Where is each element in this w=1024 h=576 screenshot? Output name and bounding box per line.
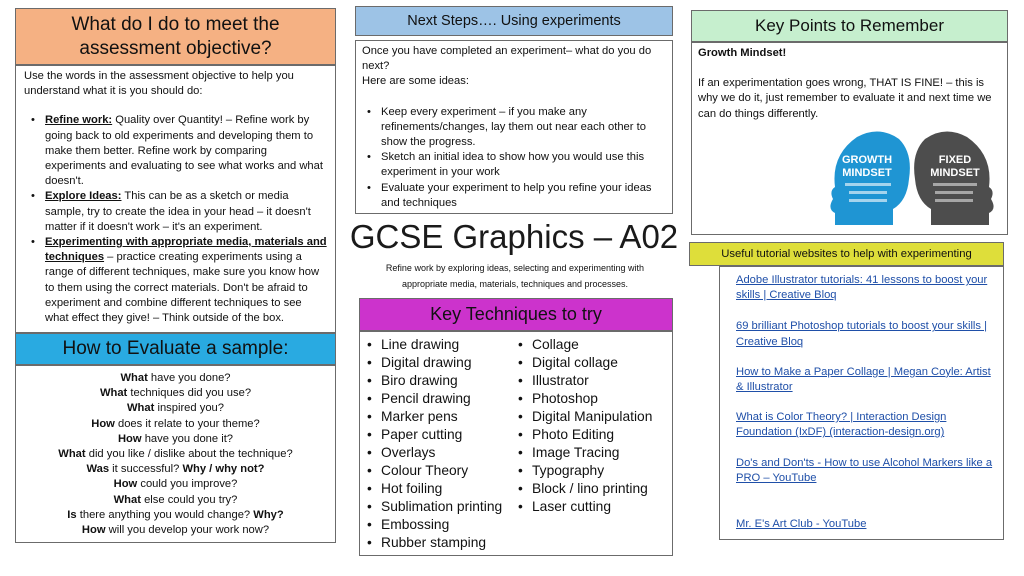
next-step-item: • Sketch an initial idea to show how you would use this experiment in your work	[366, 150, 666, 180]
assessment-text: – practice creating experiments using a range of different techniques, make sure you know how to them using the correct materials. Don't be afraid to experiment and combine different techniques to see what effect they give! – Think outside of the box.	[45, 251, 320, 325]
next-step-item: • Evaluate your experiment to help you refine your ideas and techniques	[366, 181, 666, 211]
key-points-title: Key Points to Remember	[755, 16, 944, 35]
next-steps-intro-2: Here are some ideas:	[362, 75, 469, 88]
evaluate-text: inspired you?	[154, 402, 224, 415]
tutorial-link[interactable]: Mr. E's Art Club - YouTube	[736, 518, 867, 531]
evaluate-text: else could you try?	[140, 493, 238, 506]
assessment-panel	[15, 65, 336, 333]
evaluate-keyword: What	[120, 372, 148, 384]
evaluate-question	[22, 523, 329, 538]
assessment-term: Experimenting with appropriate media, materials and techniques	[45, 236, 327, 264]
next-steps-list	[362, 105, 666, 211]
technique-item: • Illustrator	[517, 372, 672, 390]
assessment-text: This can be as a sketch or media sample, try to create the idea in your head – it doesn't matter if it doesn't work – it's an experiment.	[45, 190, 311, 233]
assessment-text: Quality over Quantity! – Refine work by going back to old experiments and developing them to make them better. Refine work by comparing experiments and evaluating to see what works and what doesn't.	[45, 114, 323, 188]
evaluate-question	[22, 371, 329, 386]
evaluate-text: have you done it?	[141, 432, 234, 445]
key-points-text: If an experimentation goes wrong, THAT IS FINE! – this is why we do it, just remember to evaluate it and next time we can do things differently.	[698, 77, 992, 120]
techniques-title: Key Techniques to try	[430, 304, 602, 324]
next-steps-header	[355, 6, 673, 36]
evaluate-keyword: Why / why not?	[182, 463, 265, 476]
assessment-item	[30, 189, 327, 235]
fixed-label-1: FIXED	[938, 154, 972, 166]
technique-item: • Colour Theory	[366, 462, 516, 480]
evaluate-question	[22, 417, 329, 432]
technique-item: • Pencil drawing	[366, 390, 516, 408]
technique-item: • Paper cutting	[366, 426, 516, 444]
technique-item: • Block / lino printing	[517, 480, 672, 498]
technique-item: • Sublimation printing	[366, 498, 516, 516]
evaluate-text: there anything you would change?	[76, 508, 254, 521]
evaluate-keyword: How	[117, 432, 142, 445]
tutorial-link[interactable]: What is Color Theory? | Interaction Design Foundation (IxDF) (interaction-design.org)	[736, 411, 947, 439]
evaluate-keyword: Was	[86, 463, 110, 476]
evaluate-question	[22, 432, 329, 447]
tutorials-panel	[719, 266, 1004, 540]
evaluate-keyword: What	[113, 493, 141, 506]
technique-item: • Photo Editing	[517, 426, 672, 444]
growth-label-2: MINDSET	[842, 167, 892, 179]
technique-item: • Image Tracing	[517, 444, 672, 462]
tutorials-header	[689, 242, 1004, 266]
evaluate-question	[22, 401, 329, 416]
growth-label-1: GROWTH	[841, 154, 893, 166]
next-steps-intro: Once you have completed an experiment– what do you do next?	[362, 45, 652, 73]
assessment-list	[24, 113, 327, 326]
tutorial-link[interactable]: 69 brilliant Photoshop tutorials to boost your skills | Creative Bloq	[736, 320, 988, 348]
evaluate-keyword: How	[113, 478, 138, 491]
technique-item: • Photoshop	[517, 390, 672, 408]
tutorial-link[interactable]: How to Make a Paper Collage | Megan Coyle: Artist & Illustrator	[736, 365, 991, 394]
evaluate-question	[22, 386, 329, 401]
techniques-panel	[359, 331, 673, 556]
technique-item: • Laser cutting	[517, 498, 672, 516]
next-steps-title: Next Steps…. Using experiments	[407, 13, 621, 29]
evaluate-question	[22, 493, 329, 508]
key-points-subtitle: Growth Mindset!	[698, 47, 787, 59]
technique-item: • Digital drawing	[366, 354, 516, 372]
evaluate-question	[22, 462, 329, 477]
evaluate-text: will you develop your work now?	[105, 524, 270, 537]
technique-item: • Embossing	[366, 516, 516, 534]
assessment-item	[30, 235, 327, 326]
evaluate-keyword: How	[81, 524, 106, 537]
evaluate-text: techniques did you use?	[127, 387, 252, 400]
evaluate-keyword: What	[99, 387, 128, 400]
assessment-title: What do I do to meet the assessment objective?	[71, 13, 280, 59]
evaluate-text: have you done?	[147, 372, 231, 384]
technique-item: • Typography	[517, 462, 672, 480]
technique-item: • Overlays	[366, 444, 516, 462]
evaluate-keyword: Why?	[253, 508, 284, 521]
evaluate-text: it successful?	[109, 463, 183, 476]
fixed-label-2: MINDSET	[930, 167, 980, 179]
technique-item: • Digital collage	[517, 354, 672, 372]
evaluate-question	[22, 447, 329, 462]
tutorial-link[interactable]: Adobe Illustrator tutorials: 41 lessons to boost your skills | Creative Bloq	[736, 274, 988, 302]
technique-item: • Collage	[517, 336, 672, 354]
technique-item: • Line drawing	[366, 336, 516, 354]
assessment-item	[30, 113, 327, 189]
page-subtitle: Refine work by exploring ideas, selecting and experimenting with appropriate media, materials, techniques and processes.	[385, 263, 645, 289]
key-points-panel	[691, 42, 1008, 235]
evaluate-text: does it relate to your theme?	[114, 417, 260, 430]
assessment-term: Explore Ideas:	[45, 190, 122, 203]
techniques-list-2	[517, 336, 672, 516]
technique-item: • Rubber stamping	[366, 534, 516, 552]
technique-item: • Marker pens	[366, 408, 516, 426]
evaluate-question	[22, 477, 329, 492]
tutorials-title: Useful tutorial websites to help with experimenting	[721, 248, 972, 260]
page-title: GCSE Graphics – A02	[349, 218, 679, 255]
techniques-list-1	[366, 336, 516, 552]
evaluate-question	[22, 508, 329, 523]
assessment-intro: Use the words in the assessment objective to help you understand what it is you should do:	[24, 70, 294, 98]
next-steps-panel	[355, 40, 673, 214]
evaluate-panel	[15, 365, 336, 543]
evaluate-text: could you improve?	[137, 478, 238, 491]
tutorial-link[interactable]: Do's and Don'ts - How to use Alcohol Markers like a PRO – YouTube	[736, 456, 993, 484]
mindset-heads-illustration	[827, 125, 997, 235]
evaluate-keyword: What	[127, 402, 155, 415]
evaluate-title: How to Evaluate a sample:	[62, 338, 289, 359]
key-points-header	[691, 10, 1008, 42]
evaluate-keyword: How	[91, 417, 115, 430]
assessment-header	[15, 8, 336, 65]
next-step-item: • Keep every experiment – if you make any refinements/changes, lay them out near each other to show the progress.	[366, 105, 666, 151]
evaluate-keyword: Is	[67, 508, 77, 521]
evaluate-keyword: What	[58, 448, 86, 461]
evaluate-header	[15, 333, 336, 365]
assessment-term: Refine work:	[45, 114, 113, 127]
evaluate-text: did you like / dislike about the technique?	[85, 448, 293, 461]
techniques-header	[359, 298, 673, 331]
technique-item: • Digital Manipulation	[517, 408, 672, 426]
technique-item: • Biro drawing	[366, 372, 516, 390]
technique-item: • Hot foiling	[366, 480, 516, 498]
